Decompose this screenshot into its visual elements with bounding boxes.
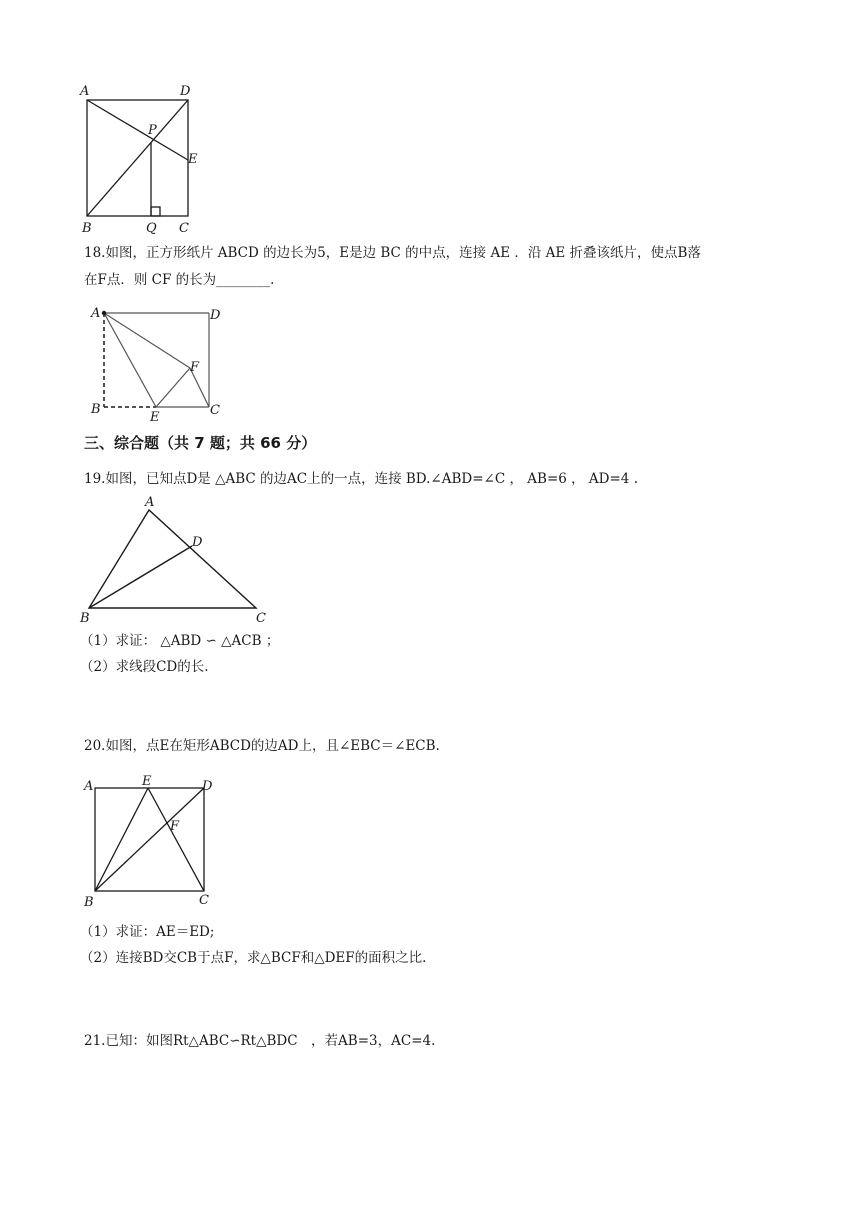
question-20-text: 20.如图，点E在矩形ABCD的边AD上，且∠EBC＝∠ECB. (84, 738, 440, 754)
label-b: B (82, 221, 92, 236)
fold-line-ae (104, 313, 156, 407)
label-c: C (199, 893, 209, 908)
label-f: F (170, 819, 180, 834)
segment-ec (148, 788, 204, 891)
label-p: P (148, 123, 157, 138)
label-e: E (142, 774, 152, 789)
label-c: C (210, 403, 220, 418)
question-20-part2: （2）连接BD交CB于点F，求△BCF和△DEF的面积之比. (80, 950, 427, 966)
label-a: A (84, 779, 94, 794)
segment-bd (89, 546, 192, 608)
label-f: F (190, 360, 200, 375)
section-heading: 三、综合题（共 7 题；共 66 分） (84, 434, 317, 452)
segment-ae (87, 100, 188, 160)
question-19-text: 19.如图，已知点D是 △ABC 的边AC上的一点，连接 BD.∠ABD=∠C ， AB=6 ， AD=4 . (84, 471, 638, 487)
label-d: D (192, 535, 203, 550)
label-a: A (91, 306, 101, 321)
point-a (102, 311, 106, 315)
segment-af (104, 313, 190, 368)
figure-18-fold-diagram (84, 296, 234, 426)
label-d: D (180, 84, 191, 99)
label-e: E (150, 410, 160, 425)
label-d: D (202, 779, 213, 794)
question-19-part2: （2）求线段CD的长. (80, 659, 209, 675)
label-c: C (256, 611, 266, 626)
label-c: C (179, 221, 189, 236)
diagonal-bd (87, 100, 188, 216)
figure-19-triangle-diagram (78, 494, 278, 629)
question-21-text: 21.已知：如图Rt△ABC∽Rt△BDC ，若AB=3，AC=4. (84, 1033, 436, 1049)
segment-ef (156, 368, 190, 407)
label-a: A (80, 84, 90, 99)
right-angle-marker (151, 207, 160, 216)
question-20-part1: （1）求证：AE＝ED; (80, 924, 215, 940)
label-a: A (145, 495, 155, 510)
segment-be (95, 788, 148, 891)
label-e: E (188, 152, 198, 167)
label-q: Q (146, 221, 157, 236)
diagonal-bd (95, 788, 204, 891)
label-b: B (84, 895, 94, 910)
question-18-line2: 在F点．则 CF 的长为________. (84, 272, 275, 288)
figure-17-square-diagram (76, 80, 206, 240)
question-19-part1: （1）求证： △ABD ∽ △ACB ； (80, 633, 280, 649)
label-d: D (210, 308, 221, 323)
question-18-line1: 18.如图，正方形纸片 ABCD 的边长为5，E是边 BC 的中点，连接 AE ．沿 AE 折叠该纸片，使点B落 (84, 245, 701, 261)
label-b: B (91, 402, 101, 417)
figure-20-rectangle-diagram (80, 770, 230, 908)
label-b: B (80, 611, 90, 626)
